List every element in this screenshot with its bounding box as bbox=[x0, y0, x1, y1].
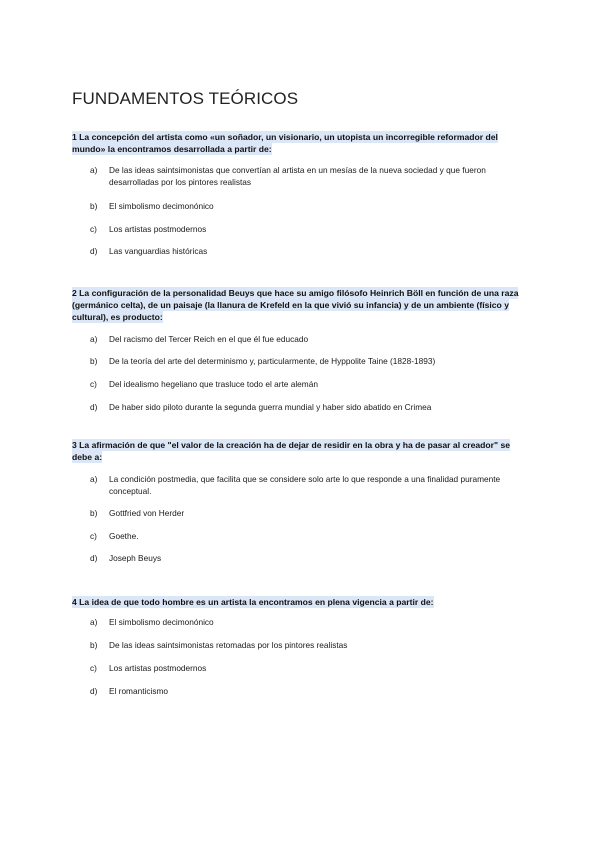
option-letter: c) bbox=[90, 224, 97, 234]
option-c bbox=[72, 531, 527, 543]
option-c bbox=[72, 224, 527, 236]
option-letter: a) bbox=[90, 474, 98, 484]
option-b bbox=[72, 356, 527, 368]
option-letter: a) bbox=[90, 165, 98, 175]
option-letter: b) bbox=[90, 201, 98, 211]
option-letter: b) bbox=[90, 356, 98, 366]
page-title: FUNDAMENTOS TEÓRICOS bbox=[72, 89, 299, 108]
option-text: Del racismo del Tercer Reich en el que él fue educado bbox=[109, 334, 309, 344]
option-d bbox=[72, 686, 527, 698]
option-text: Las vanguardias históricas bbox=[109, 246, 208, 256]
option-text: De haber sido piloto durante la segunda guerra mundial y haber sido abatido en Crimea bbox=[109, 402, 432, 412]
option-letter: d) bbox=[90, 686, 98, 696]
option-letter: a) bbox=[90, 617, 98, 627]
option-letter: b) bbox=[90, 640, 98, 650]
question-text: 2 La configuración de la personalidad Beuys que hace su amigo filósofo Heinrich Böll en función de una raza (germánico celta), de un paisaje (la llanura de Krefeld en la que vivió su infancia) y de un ambiente (físico y cultural), es producto: bbox=[72, 288, 519, 322]
option-letter: c) bbox=[90, 663, 97, 673]
question-text: 3 La afirmación de que "el valor de la creación ha de dejar de residir en la obra y ha de pasar al creador" se debe a: bbox=[72, 440, 511, 462]
option-text: El simbolismo decimonónico bbox=[109, 201, 214, 211]
option-text: De las ideas saintsimonistas que convertían al artista en un mesías de la nueva sociedad y que fueron desarrolladas por los pintores realistas bbox=[109, 165, 486, 187]
option-text: Del idealismo hegeliano que trasluce todo el arte alemán bbox=[109, 379, 318, 389]
option-text: El romanticismo bbox=[109, 686, 169, 696]
option-text: El simbolismo decimonónico bbox=[109, 617, 214, 627]
option-letter: b) bbox=[90, 508, 98, 518]
option-a bbox=[72, 165, 527, 188]
option-letter: d) bbox=[90, 553, 98, 563]
question-4 bbox=[72, 596, 524, 608]
option-text: La condición postmedia, que facilita que se considere solo arte lo que responde a una finalidad puramente conceptual. bbox=[109, 474, 501, 496]
option-text: Los artistas postmodernos bbox=[109, 224, 207, 234]
option-b bbox=[72, 201, 527, 213]
option-b bbox=[72, 508, 527, 520]
question-text: 1 La concepción del artista como «un soñador, un visionario, un utopista un incorregible reformador del mundo» la encontramos desarrollada a partir de: bbox=[72, 132, 498, 154]
option-text: De las ideas saintsimonistas retomadas por los pintores realistas bbox=[109, 640, 348, 650]
question-3 bbox=[72, 439, 524, 463]
option-letter: c) bbox=[90, 531, 97, 541]
option-text: Goethe. bbox=[109, 531, 139, 541]
option-text: Joseph Beuys bbox=[109, 553, 162, 563]
question-2 bbox=[72, 287, 524, 323]
option-a bbox=[72, 334, 527, 346]
option-letter: d) bbox=[90, 246, 98, 256]
option-letter: d) bbox=[90, 402, 98, 412]
option-d bbox=[72, 402, 527, 414]
option-c bbox=[72, 663, 527, 675]
option-d bbox=[72, 246, 527, 258]
option-letter: c) bbox=[90, 379, 97, 389]
option-b bbox=[72, 640, 527, 652]
question-1 bbox=[72, 131, 524, 155]
option-a bbox=[72, 617, 527, 629]
option-c bbox=[72, 379, 527, 391]
option-letter: a) bbox=[90, 334, 98, 344]
option-text: Los artistas postmodernos bbox=[109, 663, 207, 673]
option-d bbox=[72, 553, 527, 565]
option-a bbox=[72, 474, 527, 497]
option-text: De la teoría del arte del determinismo y, particularmente, de Hyppolite Taine (1828-1893) bbox=[109, 356, 436, 366]
question-text: 4 La idea de que todo hombre es un artista la encontramos en plena vigencia a partir de: bbox=[72, 597, 434, 607]
option-text: Gottfried von Herder bbox=[109, 508, 185, 518]
